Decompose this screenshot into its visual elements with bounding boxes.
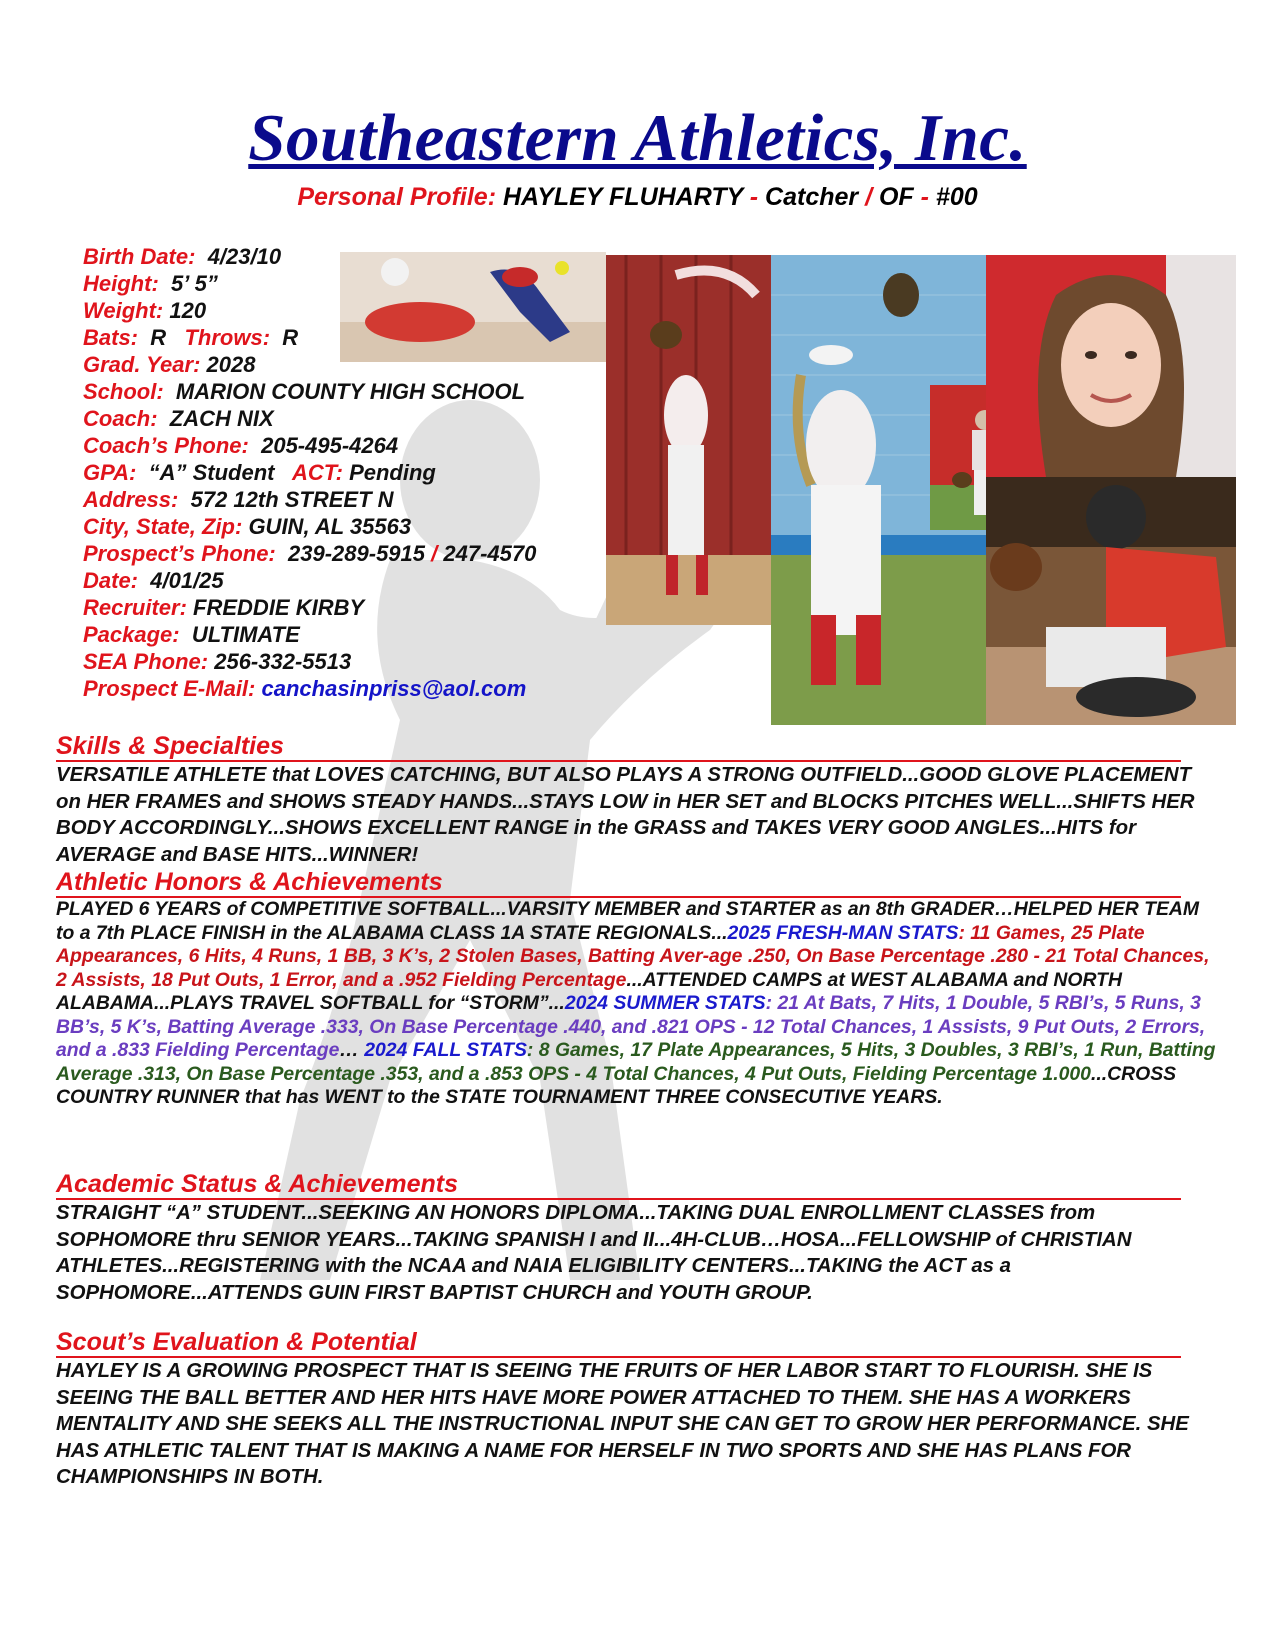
address-value: 572 12th STREET N (190, 487, 394, 512)
photo-headshot (986, 255, 1236, 477)
sea-phone-row (83, 648, 536, 675)
throws-label: Throws: (184, 325, 271, 350)
photo-slide (340, 252, 606, 362)
act-value: Pending (349, 460, 436, 485)
prospect-phone-value: 239-289-5915 (288, 541, 426, 566)
grad-value: 2028 (206, 352, 256, 377)
coach-phone-row (83, 432, 536, 459)
honors-paragraph: PLAYED 6 YEARS of COMPETITIVE SOFTBALL...VARSITY MEMBER and STARTER as an 8th GRADER…HELPED HER TEAM to a 7th PLACE FINISH in the ALABAMA CLASS 1A STATE REGIONALS... (56, 898, 1200, 944)
gpa-value: “A” Student (148, 460, 275, 485)
package-label: Package: (83, 622, 180, 647)
email-label: Prospect E-Mail: (83, 676, 256, 701)
position-primary: Catcher (765, 183, 859, 211)
coach-row (83, 405, 536, 432)
address-label: Address: (83, 487, 179, 512)
freshman-stats: : 11 Games, 25 Plate Appearances, 6 Hits, 4 Runs, 1 BB, 3 K’s, 2 Stolen Bases, Batting Aver-age .250, On Base Percentage .280 - 21 Total Chances, 2 Assists, 18 Put Outs, 1 Error, and a .952 Fielding Percentage (56, 921, 1210, 991)
prospect-phone-label: Prospect’s Phone: (83, 541, 276, 566)
honors-text (56, 898, 1221, 1110)
skills-section (56, 732, 1221, 868)
city-value: GUIN, AL 35563 (248, 514, 412, 539)
company-title: Southeastern Athletics, Inc. (248, 101, 1027, 175)
weight-label: Weight: (83, 298, 164, 323)
player-name: HAYLEY FLUHARTY (502, 183, 743, 211)
city-label: City, State, Zip: (83, 514, 243, 539)
profile-subtitle (0, 183, 1275, 212)
coach-phone-value: 205-495-4264 (261, 433, 399, 458)
academic-heading: Academic Status & Achievements (56, 1170, 1181, 1200)
honors-paragraph: … (339, 1039, 365, 1061)
address-row (83, 486, 536, 513)
separator: / (858, 183, 879, 211)
academic-text: STRAIGHT “A” STUDENT...SEEKING AN HONORS DIPLOMA...TAKING DUAL ENROLLMENT CLASSES from SOPHOMORE thru SENIOR YEARS...TAKING SPANISH I and II...4H-CLUB…HOSA...FELLOWSHIP of CHRISTIAN ATHLETES...REGISTERING with the NCAA and NAIA ELIGIBILITY CENTERS...TAKING the ACT as a SOPHOMORE...ATTENDS GUIN FIRST BAPTIST CHURCH and YOUTH GROUP. (56, 1202, 1132, 1304)
honors-paragraph: ...ATTENDED CAMPS at WEST ALABAMA and NORTH ALABAMA...PLAYS TRAVEL SOFTBALL for “STORM”... (56, 968, 1122, 1014)
summer-stats-label: 2024 SUMMER STATS (564, 992, 766, 1014)
honors-heading: Athletic Honors & Achievements (56, 868, 1181, 898)
scout-heading: Scout’s Evaluation & Potential (56, 1328, 1181, 1358)
photo-catcher (986, 477, 1236, 725)
honors-section (56, 868, 1221, 1110)
grad-label: Grad. Year: (83, 352, 201, 377)
recruiter-value: FREDDIE KIRBY (193, 595, 365, 620)
email-link[interactable]: canchasinpriss@aol.com (261, 676, 527, 701)
bats-label: Bats: (83, 325, 139, 350)
coach-value: ZACH NIX (169, 406, 274, 431)
city-row (83, 513, 536, 540)
package-value: ULTIMATE (191, 622, 300, 647)
date-label: Date: (83, 568, 139, 593)
separator: - (913, 183, 936, 211)
birth-label: Birth Date: (83, 244, 196, 269)
honors-paragraph: ...CROSS COUNTRY RUNNER that has WENT to the STATE TOURNAMENT THREE CONSECUTIVE YEARS. (56, 1062, 1177, 1108)
prospect-phone-alt-value: 247-4570 (443, 541, 537, 566)
date-row (83, 567, 536, 594)
height-label: Height: (83, 271, 159, 296)
fall-stats-label: 2024 FALL STATS (364, 1039, 527, 1061)
jersey-number: #00 (935, 183, 978, 211)
scout-section (56, 1328, 1221, 1491)
bats-value: R (150, 325, 167, 350)
height-value: 5’ 5” (171, 271, 218, 296)
summer-stats: : 21 At Bats, 7 Hits, 1 Double, 5 RBI’s, 5 Runs, 3 BB’s, 5 K’s, Batting Average .333, On Base Percentage .440, and .821 OPS - 12 Total Chances, 1 Assists, 9 Put Outs, 2 Errors, and a .833 Fielding Percentage (56, 992, 1206, 1061)
email-row (83, 675, 536, 702)
coach-label: Coach: (83, 406, 158, 431)
fall-stats: : 8 Games, 17 Plate Appearances, 5 Hits, 3 Doubles, 3 RBI’s, 1 Run, Batting Average .313, On Base Percentage .353, and a .853 OPS - 4 Total Chances, 4 Put Outs, Fielding Percentage 1.000 (56, 1039, 1216, 1085)
date-value: 4/01/25 (150, 568, 224, 593)
birth-value: 4/23/10 (207, 244, 282, 269)
separator: - (742, 183, 766, 211)
freshman-stats-label: 2025 FRESH-MAN STATS (727, 921, 959, 944)
prospect-phone-row (83, 540, 536, 567)
school-label: School: (83, 379, 164, 404)
recruiter-row (83, 594, 536, 621)
skills-heading: Skills & Specialties (56, 732, 1181, 762)
profile-label: Personal Profile: (297, 183, 497, 211)
position-secondary: OF (878, 183, 914, 211)
recruiter-label: Recruiter: (83, 595, 187, 620)
gpa-label: GPA: (83, 460, 137, 485)
scout-text: HAYLEY IS A GROWING PROSPECT THAT IS SEEING THE FRUITS OF HER LABOR START TO FLOURISH. SHE IS SEEING THE BALL BETTER AND HER HITS HAVE MORE POWER ATTACHED TO THEM. SHE HAS A WORKERS MENTALITY AND SHE SEEKS ALL THE INSTRUCTIONAL INPUT SHE CAN GET TO GROW HER PERFORMANCE. SHE HAS ATHLETIC TALENT THAT IS MAKING A NAME FOR HERSELF IN TWO SPORTS AND SHE HAS PLANS FOR CHAMPIONSHIPS IN BOTH. (56, 1360, 1189, 1488)
act-label: ACT: (292, 460, 343, 485)
throws-value: R (282, 325, 299, 350)
skills-text: VERSATILE ATHLETE that LOVES CATCHING, BUT ALSO PLAYS A STRONG OUTFIELD...GOOD GLOVE PLACEMENT on HER FRAMES and SHOWS STEADY HANDS...STAYS LOW in HER SET and BLOCKS PITCHES WELL...SHIFTS HER BODY ACCORDINGLY...SHOWS EXCELLENT RANGE in the GRASS and TAKES VERY GOOD ANGLES...HITS for AVERAGE and BASE HITS...WINNER! (56, 764, 1195, 866)
sea-phone-value: 256-332-5513 (214, 649, 352, 674)
weight-value: 120 (169, 298, 207, 323)
school-value: MARION COUNTY HIGH SCHOOL (175, 379, 526, 404)
school-row (83, 378, 536, 405)
separator: / (425, 541, 444, 566)
coach-phone-label: Coach’s Phone: (83, 433, 249, 458)
package-row (83, 621, 536, 648)
academic-section (56, 1170, 1221, 1306)
sea-phone-label: SEA Phone: (83, 649, 209, 674)
photo-outfield-catch (606, 255, 771, 625)
gpa-row (83, 459, 536, 486)
